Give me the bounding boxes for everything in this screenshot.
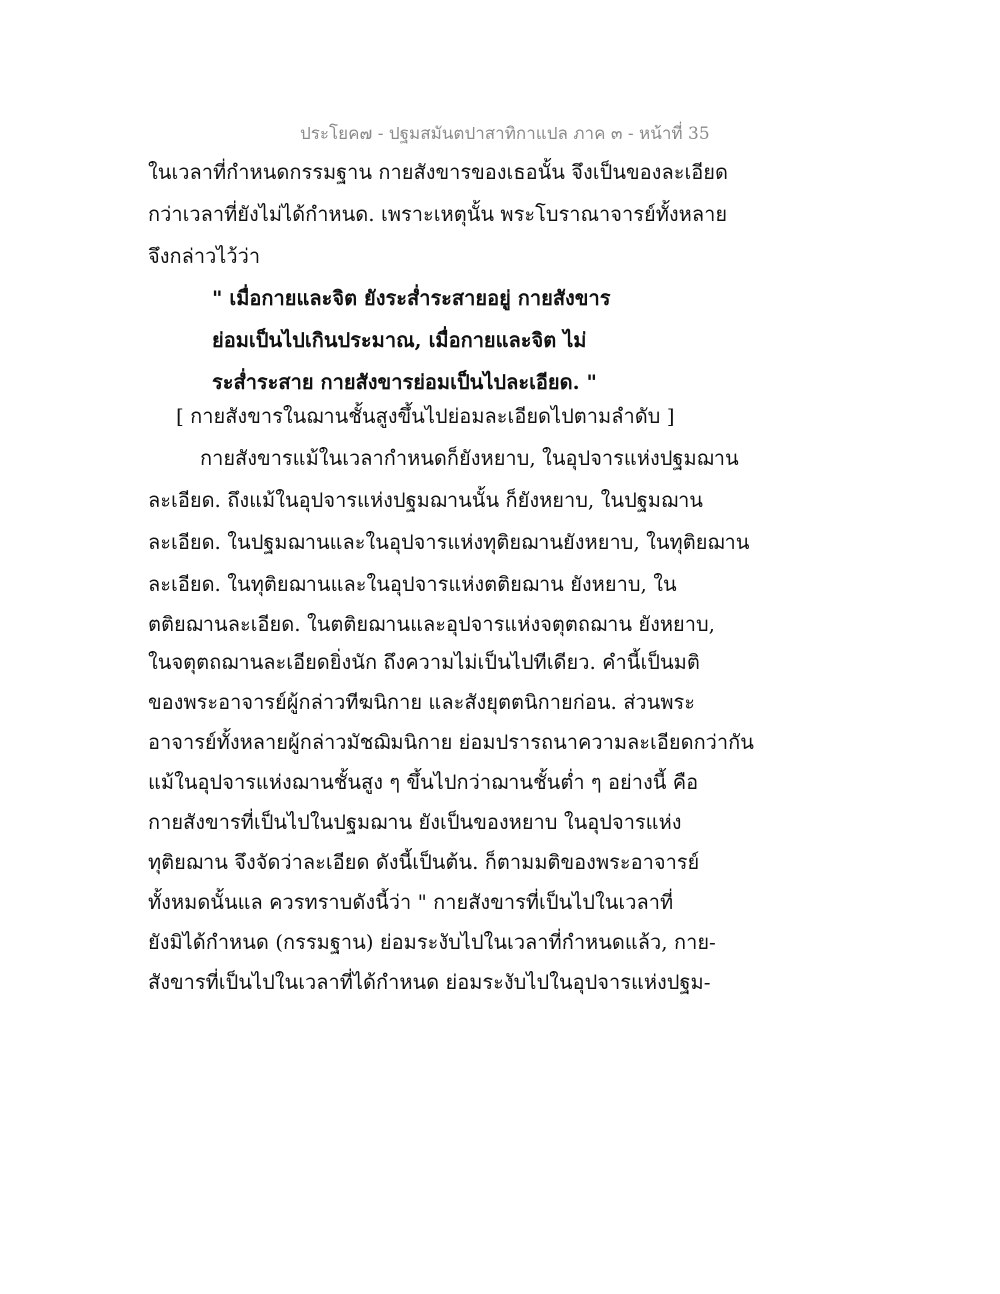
para2-line-6: ในจตุตถฌานละเอียดยิ่งนัก ถึงความไม่เป็นไปทีเดียว. คำนี้เป็นมติ xyxy=(148,650,700,674)
para2-line-8: อาจารย์ทั้งหลายผู้กล่าวมัชฌิมนิกาย ย่อมปรารถนาความละเอียดกว่ากัน xyxy=(148,730,754,754)
para2-line-9: แม้ในอุปจารแห่งฌานชั้นสูง ๆ ขึ้นไปกว่าฌานชั้นต่ำ ๆ อย่างนี้ คือ xyxy=(148,770,699,794)
para2-line-11: ทุติยฌาน จึงจัดว่าละเอียด ดังนี้เป็นต้น. ก็ตามมติของพระอาจารย์ xyxy=(148,850,700,874)
page-header: ประโยค๗ - ปฐมสมันตปาสาทิกาแปล ภาค ๓ - หน้าที่ 35 xyxy=(300,124,710,144)
para2-line-13: ยังมิได้กำหนด (กรรมฐาน) ย่อมระงับไปในเวลาที่กำหนดแล้ว, กาย- xyxy=(148,930,716,954)
quote-line-3: ระส่ำระสาย กายสังขารย่อมเป็นไปละเอียด. " xyxy=(212,370,597,394)
para2-line-7: ของพระอาจารย์ผู้กล่าวทีฆนิกาย และสังยุตตนิกายก่อน. ส่วนพระ xyxy=(148,690,696,714)
para2-line-4: ละเอียด. ในทุติยฌานและในอุปจารแห่งตติยฌาน ยังหยาบ, ใน xyxy=(148,572,677,596)
para1-line-3: จึงกล่าวไว้ว่า xyxy=(148,244,261,268)
quote-line-2: ย่อมเป็นไปเกินประมาณ, เมื่อกายและจิต ไม่ xyxy=(212,328,587,352)
quote-line-1: " เมื่อกายและจิต ยังระส่ำระสายอยู่ กายสังขาร xyxy=(212,286,611,310)
para2-line-14: สังขารที่เป็นไปในเวลาที่ได้กำหนด ย่อมระงับไปในอุปจารแห่งปฐม- xyxy=(148,970,711,994)
para2-line-12: ทั้งหมดนั้นแล ควรทราบดังนี้ว่า " กายสังขารที่เป็นไปในเวลาที่ xyxy=(148,890,674,914)
para2-line-1: กายสังขารแม้ในเวลากำหนดก็ยังหยาบ, ในอุปจารแห่งปฐมฌาน xyxy=(200,446,739,470)
para2-line-5: ตติยฌานละเอียด. ในตติยฌานและอุปจารแห่งจตุตถฌาน ยังหยาบ, xyxy=(148,612,716,636)
para1-line-2: กว่าเวลาที่ยังไม่ได้กำหนด. เพราะเหตุนั้น พระโบราณาจารย์ทั้งหลาย xyxy=(148,202,728,226)
section-heading: [ กายสังขารในฌานชั้นสูงขึ้นไปย่อมละเอียดไปตามลำดับ ] xyxy=(176,404,675,428)
para1-line-1: ในเวลาที่กำหนดกรรมฐาน กายสังขารของเธอนั้น จึงเป็นของละเอียด xyxy=(148,160,728,184)
para2-line-2: ละเอียด. ถึงแม้ในอุปจารแห่งปฐมฌานนั้น ก็ยังหยาบ, ในปฐมฌาน xyxy=(148,488,703,512)
para2-line-3: ละเอียด. ในปฐมฌานและในอุปจารแห่งทุติยฌานยังหยาบ, ในทุติยฌาน xyxy=(148,530,750,554)
para2-line-10: กายสังขารที่เป็นไปในปฐมฌาน ยังเป็นของหยาบ ในอุปจารแห่ง xyxy=(148,810,682,834)
